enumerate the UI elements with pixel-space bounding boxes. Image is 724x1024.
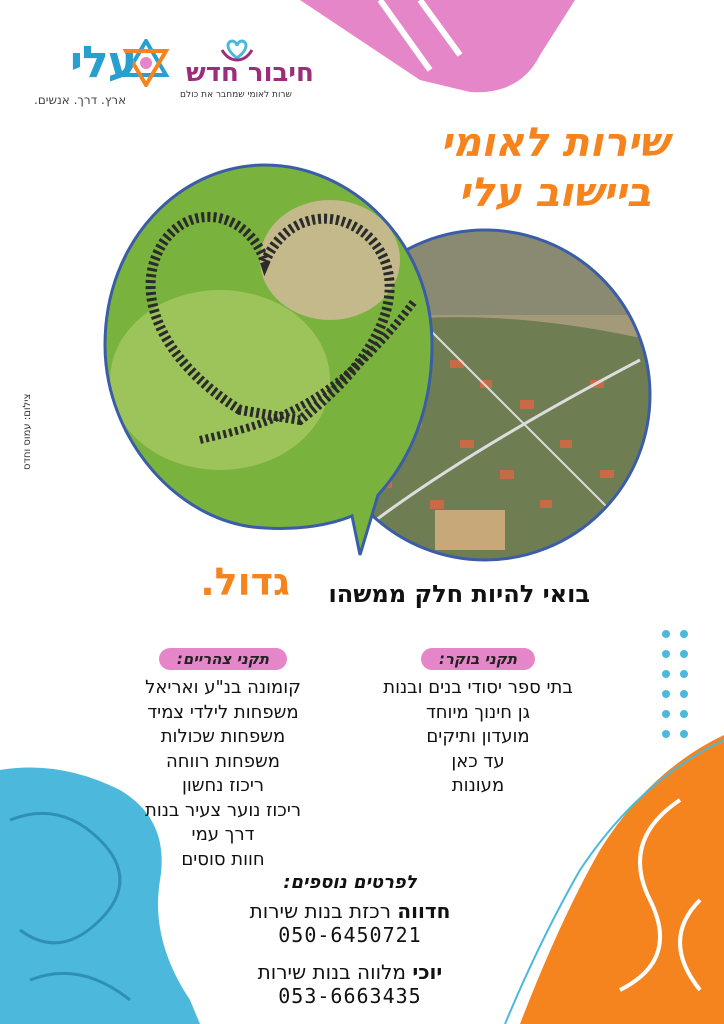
afternoon-label: תקני צהריים: [159, 648, 287, 670]
headline-highlight: גדול. [200, 560, 290, 604]
contact-label: לפרטים נוספים: [283, 872, 417, 893]
list-item: חוות סוסים [181, 848, 265, 870]
list-item: קומונה בנ"ע ואריאל [145, 677, 301, 698]
contact-2-name: יוכי [412, 960, 443, 984]
hibur-logo-subtitle: שרות לאומי שמחבר את כולם [180, 90, 292, 100]
eli-logo-name: עלי [70, 37, 136, 88]
eli-logo-tagline: ארץ. דרך. אנשים. [34, 93, 127, 107]
list-item: משפחות שכולות [160, 726, 286, 747]
afternoon-positions [128, 648, 318, 872]
contact-1-line [200, 899, 500, 923]
list-item: מועדון ותיקים [426, 726, 530, 747]
list-item: מעונות [451, 775, 505, 796]
morning-positions [383, 648, 573, 799]
hibur-hadash-logo [180, 40, 314, 105]
morning-label: תקני בוקר: [421, 648, 535, 670]
headline-text: בואי להיות חלק ממשהו [328, 580, 590, 608]
list-item: משפחות לילדי צמיד [147, 701, 299, 723]
list-item: ריכוז נחשון [181, 775, 265, 796]
list-item: עד כאן [451, 750, 505, 772]
list-item: ריכוז נוער צעיר בנות [144, 799, 302, 821]
poster-title [440, 118, 669, 218]
title-line-2: ביישוב עלי [458, 170, 651, 216]
contact-2-line [200, 960, 500, 984]
contact-2-phone[interactable]: 053-6663435 [278, 984, 422, 1008]
contact-2-role: מלווה בנות שירות [257, 960, 406, 984]
contact-1-role: רכזת בנות שירות [249, 899, 391, 923]
list-item: משפחות רווחה [166, 750, 280, 772]
hibur-logo-name: חיבור חדש [186, 58, 314, 88]
list-item: גן חינוך מיוחד [425, 701, 531, 723]
eli-logo [30, 35, 170, 110]
contact-1-name: חדווה [397, 899, 451, 923]
list-item: בתי ספר יסודי בנים ובנות [383, 677, 573, 698]
photo-credit: צילום: עמוס וחדס [22, 393, 33, 470]
contact-info [200, 872, 500, 1021]
title-line-1: שירות לאומי [440, 120, 669, 166]
headline [130, 560, 590, 616]
contact-1-phone[interactable]: 050-6450721 [278, 923, 422, 947]
list-item: דרך עמי [191, 824, 255, 845]
